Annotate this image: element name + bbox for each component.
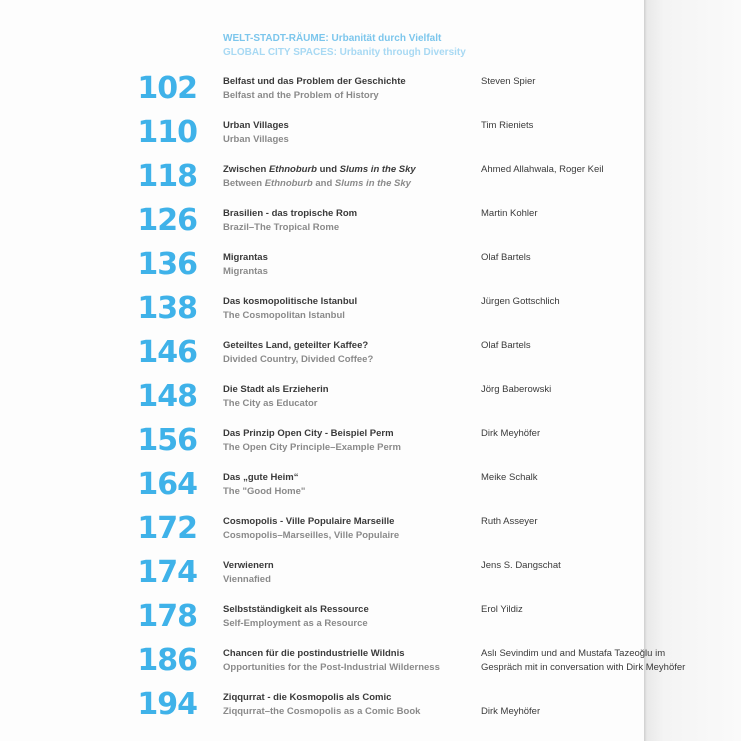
author: Jens S. Dangschat	[481, 560, 561, 571]
page-number: 186	[137, 643, 197, 678]
title-de: Das „gute Heim“	[223, 472, 299, 483]
title-de: Urban Villages	[223, 120, 289, 131]
toc-entry[interactable]	[0, 601, 644, 641]
title-en: The "Good Home"	[223, 486, 306, 497]
toc-entry[interactable]	[0, 425, 644, 465]
page-number: 156	[137, 423, 197, 458]
page-number: 174	[137, 555, 197, 590]
title-de: Belfast und das Problem der Geschichte	[223, 76, 406, 87]
toc-entry[interactable]	[0, 337, 644, 377]
title-de: Geteiltes Land, geteilter Kaffee?	[223, 340, 369, 351]
title-de: Das kosmopolitische Istanbul	[223, 296, 358, 307]
title-de: Cosmopolis - Ville Populaire Marseille	[223, 516, 395, 527]
page-number: 138	[137, 291, 197, 326]
toc-entry[interactable]	[0, 161, 644, 201]
author: Tim Rieniets	[481, 120, 534, 131]
title-en: Opportunities for the Post-Industrial Wilderness	[223, 662, 440, 673]
page-number: 118	[137, 159, 197, 194]
title-de: Chancen für die postindustrielle Wildnis	[223, 648, 405, 659]
page-number: 172	[137, 511, 197, 546]
title-en: Between Ethnoburb and Slums in the Sky	[223, 178, 411, 189]
italic-title: Ethnoburb	[264, 178, 313, 189]
title-en: Urban Villages	[223, 134, 289, 145]
toc-entry[interactable]	[0, 293, 644, 333]
title-de: Selbstständigkeit als Ressource	[223, 604, 369, 615]
page-number: 102	[137, 71, 197, 106]
page-number: 126	[137, 203, 197, 238]
italic-title: Ethnoburb	[268, 164, 317, 175]
title-en: Viennafied	[223, 574, 271, 585]
title-de: Migrantas	[223, 252, 268, 263]
title-en: Divided Country, Divided Coffee?	[223, 354, 374, 365]
author: Jürgen Gottschlich	[481, 296, 560, 307]
title-de: Verwienern	[223, 560, 274, 571]
author: Dirk Meyhöfer	[481, 428, 541, 439]
section-header	[223, 32, 466, 60]
toc-entry[interactable]	[0, 689, 644, 729]
page-number: 148	[137, 379, 197, 414]
book-spine-shadow	[644, 0, 741, 741]
author-line-2: Dirk Meyhöfer	[481, 706, 541, 717]
italic-title: Slums in the Sky	[334, 178, 411, 189]
title-en: Cosmopolis–Marseilles, Ville Populaire	[223, 530, 400, 541]
author: Olaf Bartels	[481, 252, 531, 263]
toc-entry[interactable]	[0, 557, 644, 597]
title-en: Belfast and the Problem of History	[223, 90, 379, 101]
title-de: Das Prinzip Open City - Beispiel Perm	[223, 428, 394, 439]
toc-entry[interactable]	[0, 381, 644, 421]
page-number: 164	[137, 467, 197, 502]
toc-entry[interactable]	[0, 73, 644, 113]
toc-entry[interactable]	[0, 249, 644, 289]
title-en: The Open City Principle–Example Perm	[223, 442, 401, 453]
title-en: The City as Educator	[223, 398, 318, 409]
toc-entry[interactable]	[0, 117, 644, 157]
title-en: Migrantas	[223, 266, 268, 277]
italic-title: Slums in the Sky	[339, 164, 416, 175]
page-number: 146	[137, 335, 197, 370]
title-en: The Cosmopolitan Istanbul	[223, 310, 345, 321]
author: Ruth Asseyer	[481, 516, 538, 527]
toc-entry[interactable]	[0, 643, 686, 685]
page-number: 110	[137, 115, 197, 150]
author: Aslı Sevindim und and Mustafa Tazeoğlu im	[481, 648, 666, 659]
author: Ahmed Allahwala, Roger Keil	[481, 164, 604, 175]
page-number: 178	[137, 599, 197, 634]
author: Steven Spier	[481, 76, 536, 87]
title-de: Die Stadt als Erzieherin	[223, 384, 329, 395]
toc-entry[interactable]	[0, 205, 644, 245]
title-en: Ziqqurrat–the Cosmopolis as a Comic Book	[223, 706, 421, 717]
author: Meike Schalk	[481, 472, 538, 483]
title-de: Ziqqurrat - die Kosmopolis als Comic	[223, 692, 392, 703]
section-title-de: WELT-STADT-RÄUME: Urbanität durch Vielfalt	[223, 33, 442, 44]
author: Erol Yildiz	[481, 604, 523, 615]
title-en: Self-Employment as a Resource	[223, 618, 368, 629]
title-de: Brasilien - das tropische Rom	[223, 208, 358, 219]
author: Martin Kohler	[481, 208, 538, 219]
title-en: Brazil–The Tropical Rome	[223, 222, 340, 233]
author-line-2: Gespräch mit in conversation with Dirk Meyhöfer	[481, 662, 686, 673]
toc-entry[interactable]	[0, 469, 644, 509]
author: Olaf Bartels	[481, 340, 531, 351]
page-number: 136	[137, 247, 197, 282]
author: Jörg Baberowski	[481, 384, 552, 395]
toc-entry[interactable]	[0, 513, 644, 553]
page-number: 194	[137, 687, 197, 722]
title-de: Zwischen Ethnoburb und Slums in the Sky	[223, 164, 416, 175]
section-title-en: GLOBAL CITY SPACES: Urbanity through Diversity	[223, 47, 466, 58]
